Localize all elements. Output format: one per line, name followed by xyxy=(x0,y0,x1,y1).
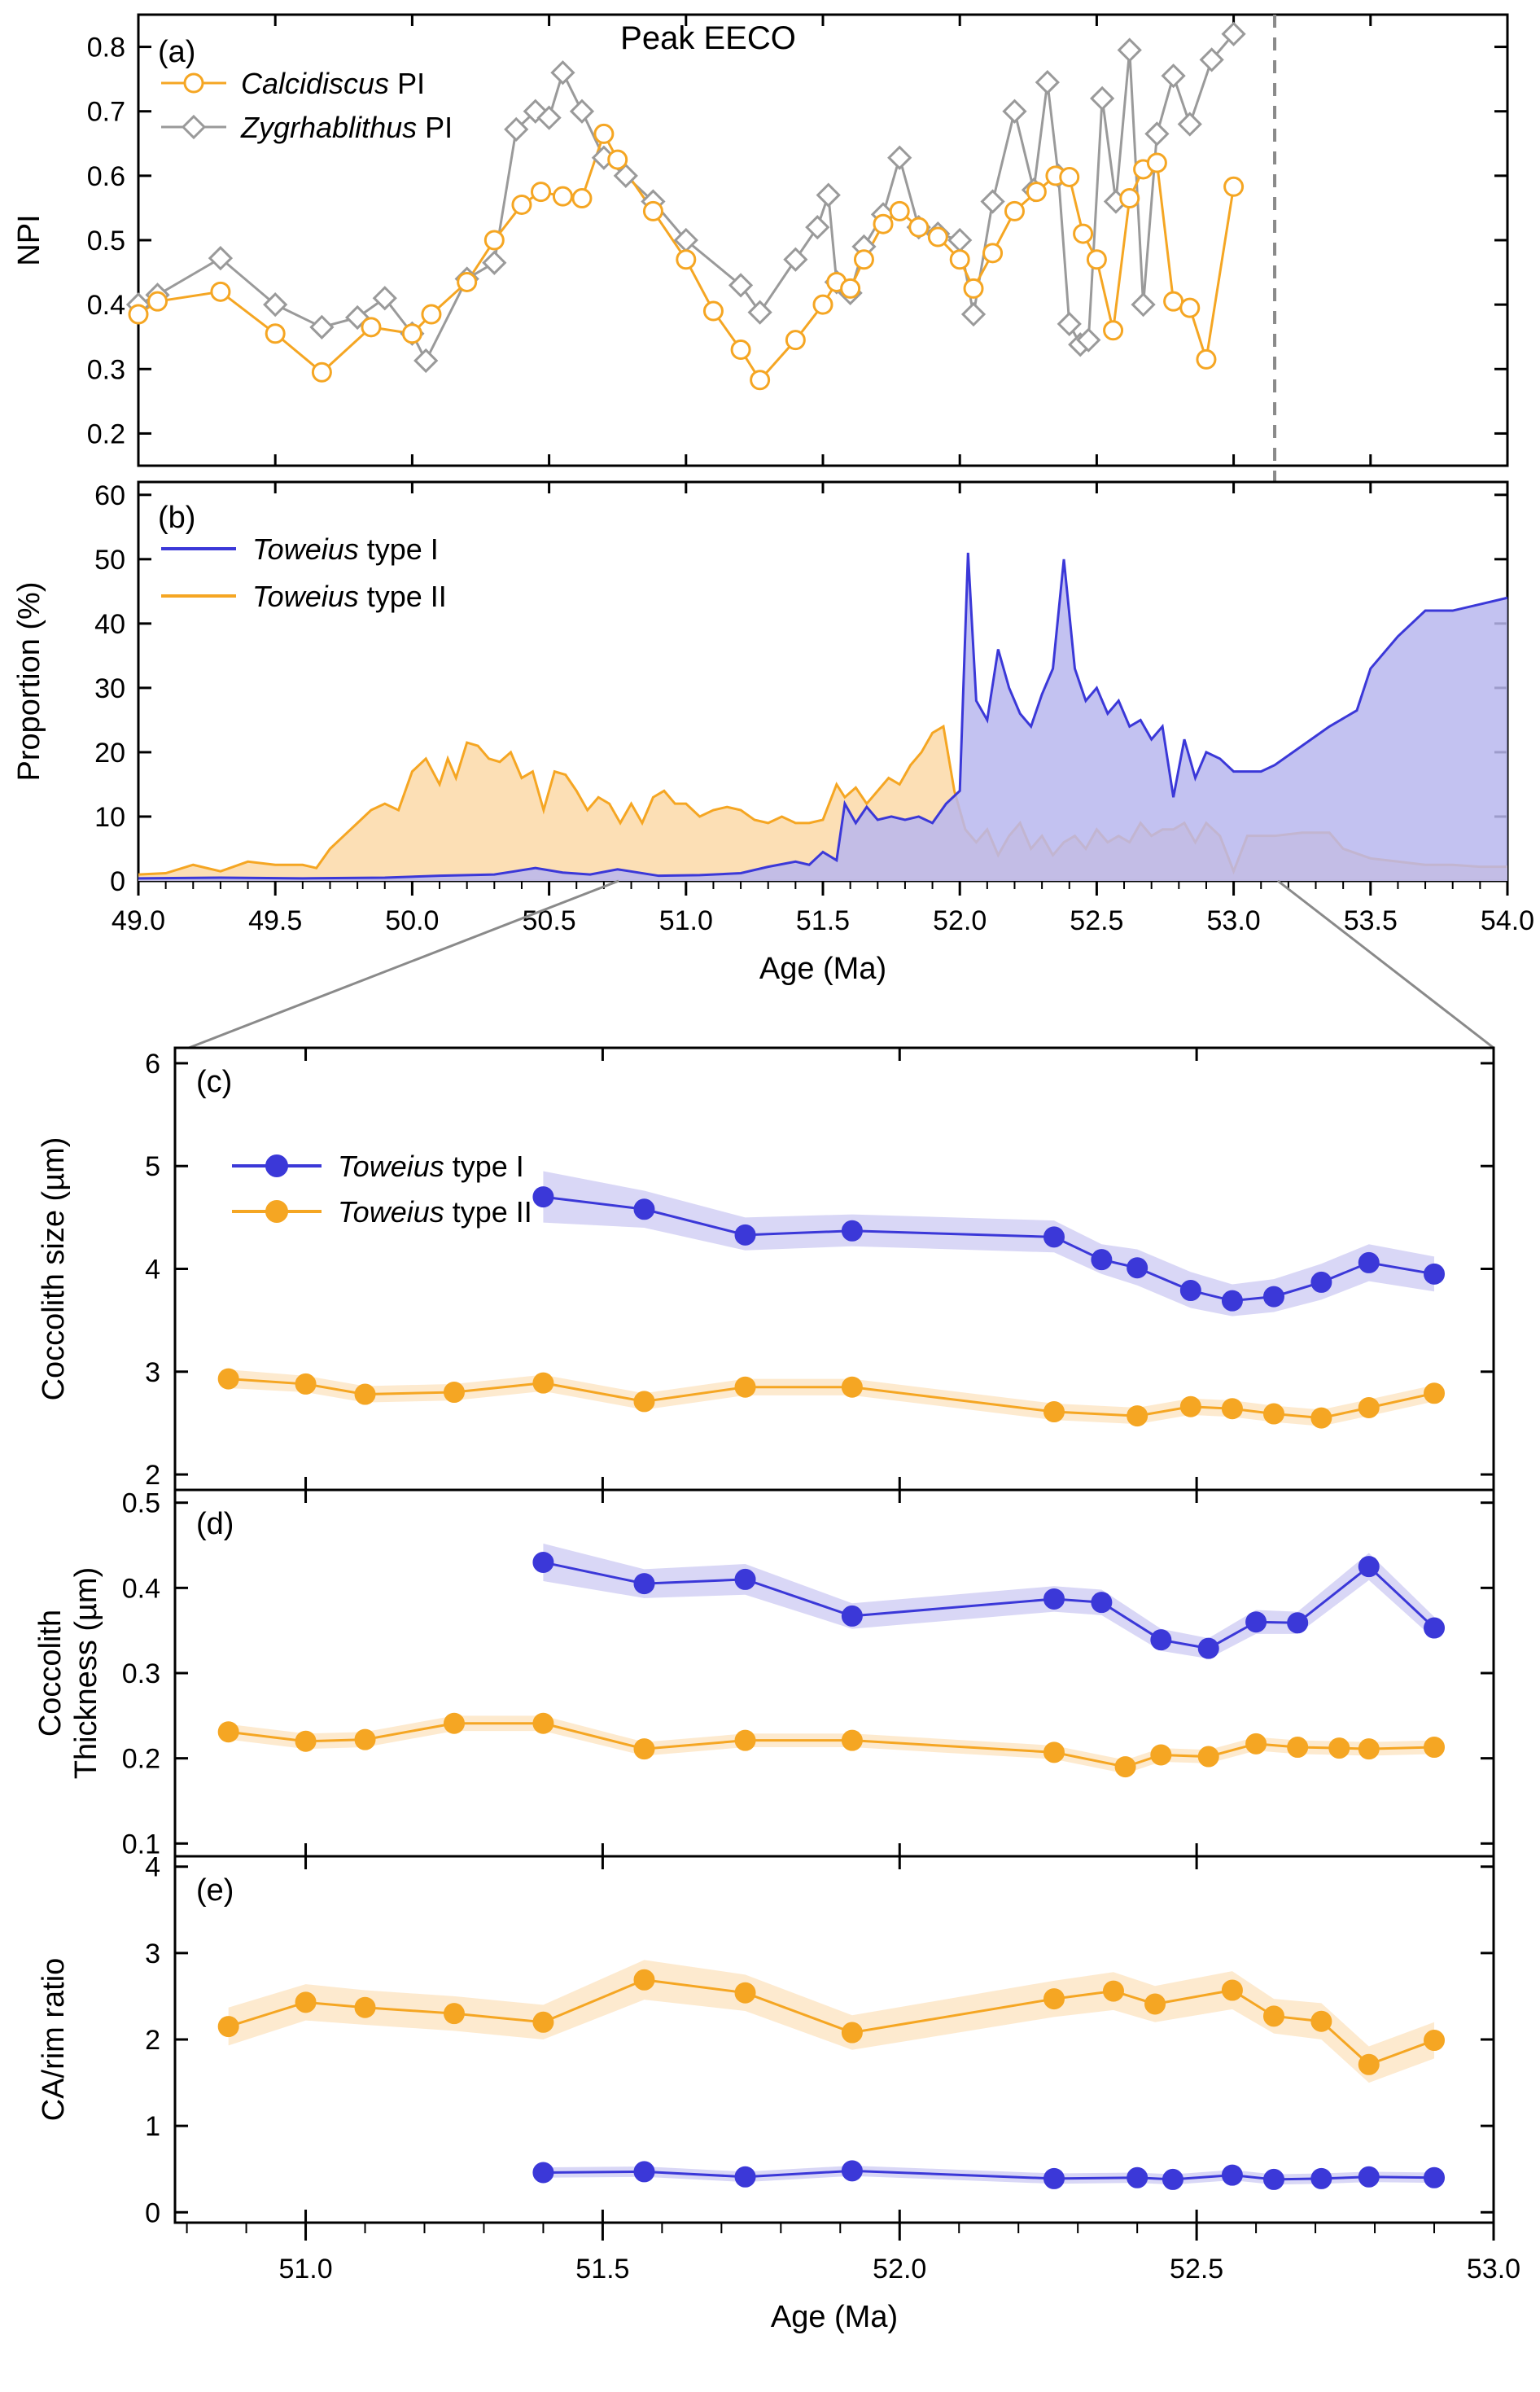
series-point xyxy=(842,1731,862,1750)
series-point xyxy=(736,1378,755,1397)
series-point xyxy=(1005,202,1023,220)
panel-d-y-axis-label: CoccolithThickness (µm) xyxy=(33,1566,103,1780)
y-tick-label: 0.5 xyxy=(86,226,125,256)
series-point xyxy=(296,1374,316,1394)
y-tick-label: 0.3 xyxy=(86,354,125,386)
series-point xyxy=(444,2004,464,2023)
series-point xyxy=(1424,2031,1444,2050)
y-tick-label: 0.7 xyxy=(86,96,125,128)
series-point xyxy=(1127,2168,1147,2188)
series-point xyxy=(533,1187,553,1207)
panel-a-label: (a) xyxy=(158,35,196,69)
legend-label: Toweius type II xyxy=(252,580,447,613)
series-point xyxy=(1163,2170,1183,2189)
y-tick-label: 40 xyxy=(94,608,125,640)
series-point xyxy=(910,218,928,236)
series-point xyxy=(814,296,832,313)
y-tick-label: 0.3 xyxy=(121,1658,160,1689)
x-tick-label: 50.5 xyxy=(522,905,576,936)
series-point xyxy=(1264,2170,1284,2189)
x-tick-label: 51.0 xyxy=(658,905,713,936)
series-point xyxy=(634,1199,654,1219)
legend-label: Calcidiscus PI xyxy=(241,67,426,100)
bottom-x-axis xyxy=(187,2223,1520,2334)
series-point xyxy=(1127,1406,1147,1426)
x-tick-label: 49.0 xyxy=(111,905,166,936)
series-point xyxy=(1288,1613,1307,1632)
y-tick-label: 0 xyxy=(110,866,125,897)
series-point xyxy=(1151,1745,1170,1764)
panel-a-y-axis-label: NPI xyxy=(12,214,46,266)
series-point xyxy=(1223,1981,1242,2000)
series-point xyxy=(1116,1757,1135,1776)
panel-e-y-axis-label: CA/rim ratio xyxy=(37,1957,71,2122)
series-point xyxy=(984,244,1002,262)
y-tick-label: 0 xyxy=(145,2197,160,2229)
series-point xyxy=(842,1221,862,1241)
series-point xyxy=(1181,299,1199,317)
series-point xyxy=(736,2167,755,2187)
series-point xyxy=(1044,2169,1064,2188)
series-point xyxy=(533,1553,553,1572)
series-point xyxy=(1246,1734,1266,1754)
y-tick-label: 10 xyxy=(94,801,125,833)
series-point xyxy=(212,283,230,300)
series-point xyxy=(1223,1291,1242,1311)
series-point xyxy=(1424,1737,1444,1757)
series-point xyxy=(855,251,873,269)
y-tick-label: 0.2 xyxy=(86,418,125,450)
series-point xyxy=(296,1992,316,2012)
series-point xyxy=(1044,1402,1064,1422)
series-point xyxy=(1087,251,1105,269)
panel-c-label: (c) xyxy=(196,1065,233,1099)
panel-b xyxy=(12,480,1534,986)
series-point xyxy=(1424,1264,1444,1284)
x-tick-label: 52.5 xyxy=(1170,2254,1224,2285)
series-point xyxy=(1359,2167,1379,2187)
y-tick-label: 3 xyxy=(145,1938,160,1969)
y-tick-label: 3 xyxy=(145,1356,160,1388)
x-tick-label: 53.0 xyxy=(1466,2254,1521,2285)
series-point xyxy=(533,1714,553,1733)
y-tick-label: 0.4 xyxy=(86,290,125,322)
panel-b-y-axis-label: Proportion (%) xyxy=(12,581,46,782)
series-point xyxy=(732,341,750,359)
series-point xyxy=(736,1983,755,2003)
series-point xyxy=(1359,2055,1379,2074)
series-point xyxy=(1311,1408,1331,1428)
series-point xyxy=(1092,1250,1111,1269)
series-point xyxy=(129,305,147,323)
series-point xyxy=(951,251,969,269)
legend-marker xyxy=(266,1201,287,1222)
series-point xyxy=(513,195,531,213)
series-point xyxy=(1424,1619,1444,1638)
panel-e-label: (e) xyxy=(196,1873,234,1908)
panel-b-label: (b) xyxy=(158,501,196,535)
series-point xyxy=(786,331,804,349)
series-point xyxy=(356,1385,375,1404)
legend-label: Toweius type II xyxy=(338,1195,532,1229)
series-point xyxy=(634,1970,654,1990)
x-tick-label: 51.5 xyxy=(575,2254,630,2285)
series-point xyxy=(573,190,591,208)
legend-marker xyxy=(185,74,203,92)
series-point xyxy=(842,279,860,297)
series-point xyxy=(533,2013,553,2032)
series-point xyxy=(266,325,284,343)
y-tick-label: 0.8 xyxy=(86,32,125,64)
y-tick-label: 20 xyxy=(94,737,125,769)
y-tick-label: 30 xyxy=(94,672,125,704)
legend-label: Zygrhablithus PI xyxy=(241,111,453,144)
series-point xyxy=(842,1378,862,1397)
series-point xyxy=(1145,1994,1165,2013)
series-point xyxy=(1044,1742,1064,1762)
series-point xyxy=(965,279,982,297)
y-tick-label: 0.5 xyxy=(121,1487,160,1519)
panel-d-label: (d) xyxy=(196,1507,234,1541)
series-point xyxy=(1359,1398,1379,1417)
legend-marker xyxy=(266,1155,287,1176)
series-point xyxy=(313,363,330,381)
series-point xyxy=(444,1714,464,1733)
series-point xyxy=(704,302,722,320)
series-point xyxy=(634,1574,654,1593)
series-point xyxy=(1359,1253,1379,1273)
series-point xyxy=(1223,2166,1242,2185)
series-point xyxy=(1181,1397,1201,1417)
series-point xyxy=(929,228,947,246)
series-point xyxy=(1027,183,1045,201)
y-tick-label: 0.4 xyxy=(121,1573,160,1605)
series-point xyxy=(609,151,627,169)
series-point xyxy=(1199,1747,1218,1767)
series-point xyxy=(1311,2012,1331,2031)
series-point xyxy=(634,2162,654,2181)
y-tick-label: 50 xyxy=(94,544,125,576)
panel-c-y-axis-label: Coccolith size (µm) xyxy=(37,1137,71,1401)
series-point xyxy=(1424,2168,1444,2188)
series-point xyxy=(1105,322,1122,340)
y-tick-label: 5 xyxy=(145,1151,160,1183)
series-point xyxy=(1359,1557,1379,1576)
legend-label: Toweius type I xyxy=(252,532,439,566)
x-tick-label: 52.5 xyxy=(1070,905,1124,936)
series-point xyxy=(634,1391,654,1411)
series-point xyxy=(1311,1273,1331,1292)
x-tick-label: 53.0 xyxy=(1206,905,1261,936)
series-point xyxy=(219,1369,238,1389)
y-tick-label: 2 xyxy=(145,2025,160,2056)
y-tick-label: 0.6 xyxy=(86,160,125,192)
series-point xyxy=(362,318,380,336)
series-point xyxy=(532,183,550,201)
series-point xyxy=(1264,2006,1284,2026)
series-point xyxy=(458,273,476,291)
bottom-figure-x-axis-label: Age (Ma) xyxy=(770,2300,899,2334)
y-tick-label: 4 xyxy=(145,1254,160,1286)
legend-label: Toweius type I xyxy=(338,1150,524,1183)
series-point xyxy=(644,202,662,220)
series-point xyxy=(842,2023,862,2043)
series-point xyxy=(1311,2169,1331,2188)
series-point xyxy=(1061,168,1078,186)
series-point xyxy=(403,325,421,343)
y-tick-label: 2 xyxy=(145,1460,160,1492)
series-point xyxy=(751,371,769,389)
series-point xyxy=(1264,1404,1284,1424)
series-point xyxy=(533,1373,553,1393)
series-point xyxy=(1223,1399,1242,1418)
series-point xyxy=(1329,1738,1349,1758)
y-tick-label: 0.2 xyxy=(121,1743,160,1775)
series-point xyxy=(1092,1592,1111,1612)
series-point xyxy=(1121,190,1139,208)
y-tick-label: 1 xyxy=(145,2111,160,2143)
series-point xyxy=(634,1739,654,1759)
y-tick-label: 4 xyxy=(145,1851,160,1883)
series-point xyxy=(219,2017,238,2036)
series-point xyxy=(842,1606,862,1626)
peak-eeco-annotation: Peak EECO xyxy=(620,20,796,56)
series-point xyxy=(1127,1258,1147,1277)
series-point xyxy=(1225,177,1243,195)
series-point xyxy=(533,2162,553,2182)
bottom-figure-panels-c-d-e xyxy=(0,1034,1540,2392)
x-tick-label: 50.0 xyxy=(385,905,440,936)
series-point xyxy=(1199,1639,1218,1658)
series-point xyxy=(1197,350,1215,368)
series-point xyxy=(736,1225,755,1245)
y-tick-label: 6 xyxy=(145,1048,160,1080)
top-figure-svg xyxy=(0,0,1540,1026)
panel-a xyxy=(12,15,1507,466)
top-figure-x-axis-label: Age (Ma) xyxy=(759,952,887,986)
series-point xyxy=(422,305,440,323)
series-point xyxy=(1148,154,1166,172)
series-point xyxy=(736,1731,755,1750)
series-point xyxy=(1044,1589,1064,1609)
series-point xyxy=(356,1998,375,2017)
x-tick-label: 49.5 xyxy=(248,905,303,936)
series-point xyxy=(842,2161,862,2180)
series-point xyxy=(1264,1287,1284,1307)
series-point xyxy=(1044,1989,1064,2009)
series-point xyxy=(677,251,695,269)
series-point xyxy=(219,1722,238,1741)
y-tick-label: 60 xyxy=(94,480,125,511)
series-point xyxy=(296,1732,316,1751)
x-tick-label: 51.5 xyxy=(795,905,851,936)
series-point xyxy=(1359,1739,1379,1759)
x-tick-label: 53.5 xyxy=(1343,905,1398,936)
series-point xyxy=(485,231,503,249)
series-point xyxy=(595,125,613,142)
series-point xyxy=(1424,1383,1444,1403)
series-point xyxy=(1288,1737,1307,1757)
x-tick-label: 52.0 xyxy=(933,905,987,936)
x-tick-label: 51.0 xyxy=(278,2254,333,2285)
y-tick-label: 0.1 xyxy=(121,1829,160,1860)
series-point xyxy=(1181,1281,1201,1300)
x-tick-label: 54.0 xyxy=(1480,905,1535,936)
top-figure-panels-a-b xyxy=(0,0,1540,1026)
series-point xyxy=(1151,1630,1170,1649)
series-point xyxy=(1246,1612,1266,1632)
series-point xyxy=(1074,225,1092,243)
x-tick-label: 52.0 xyxy=(873,2254,927,2285)
series-point xyxy=(1044,1227,1064,1246)
bottom-figure-svg xyxy=(0,1034,1540,2392)
series-point xyxy=(736,1570,755,1589)
series-point xyxy=(356,1730,375,1750)
series-point xyxy=(149,292,167,310)
series-point xyxy=(874,215,892,233)
series-point xyxy=(890,202,908,220)
series-point xyxy=(553,187,571,205)
series-point xyxy=(1104,1982,1123,2001)
series-point xyxy=(444,1382,464,1402)
